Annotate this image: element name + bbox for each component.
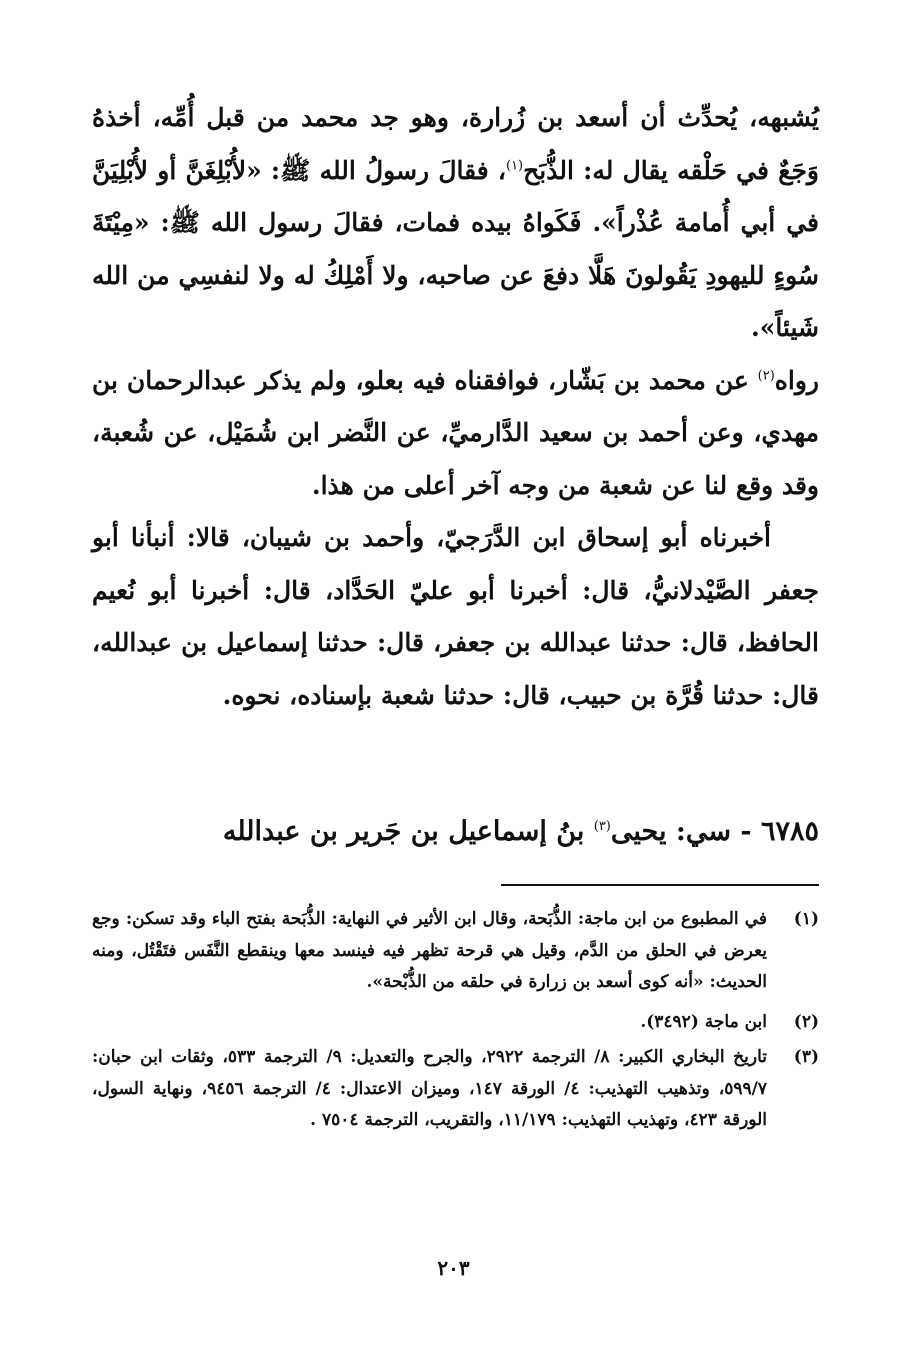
footnote-ref-2[interactable]: (٢) — [757, 368, 775, 384]
paragraph-hadith — [92, 92, 819, 355]
paragraph-hadith-text: يُشبهه، يُحدِّث أن أسعد بن زُرارة، وهو جد محمد من قبل أُمِّه، أخذهُ وَجَعٌ في حَلْقه يقال له: الذُّبَح — [92, 103, 819, 185]
paragraph-narration-rest: عن محمد بن بَشّار، فوافقناه فيه بعلو، ولم يذكر عبدالرحمان بن مهدي، وعن أحمد بن سعيد الدَّارميِّ، عن النَّضر ابن شُمَيْل، عن شُعبة، وقد وقع لنا عن شعبة من وجه آخر أعلى من هذا. — [92, 365, 819, 500]
paragraph-hadith-text-rest: ، فقالَ رسولُ الله ﷺ: «لأُبْلِغَنَّ أو لأُبْلِيَنَّ في أبي أُمامة عُذْراً». فَكَواهُ بيده فمات، فقالَ رسول الله ﷺ: «مِيْتَةَ سُوءٍ لليهودِ يَقُولونَ هَلَّا دفعَ عن صاحبه، ولا أَمْلِكُ له ولا لنفسِي من الله شَيئاً». — [92, 155, 819, 342]
footnote-text: في المطبوع من ابن ماجة: الذُّبَحة، وقال ابن الأثير في النهاية: الذُّبَحة بفتح الباء وقد تسكن: وجع يعرض في الحلق من الدَّم، وقيل هي قرحة تظهر فيه فينسد معها وينقطع النَّفَس فتَقْتُل، ومنه الحديث: «أنه كوى أسعد بن زرارة في حلقه من الذُّبْحة». — [92, 909, 767, 992]
footnote-number: (٣) — [793, 1047, 819, 1067]
footnote-ref-1[interactable]: (١) — [505, 158, 524, 174]
entry-heading — [92, 806, 819, 858]
paragraph-narration-start: رواه — [774, 365, 819, 395]
footnote-text: تاريخ البخاري الكبير: ٨/ الترجمة ٢٩٢٢، والجرح والتعديل: ٩/ الترجمة ٥٣٣، وثقات ابن حبان: ٥٩٩/٧، وتذهيب التهذيب: ٤/ الورقة ١٤٧، وميزان الاعتدال: ٤/ الترجمة ٩٤٥٦، ونهاية السول، الورقة ٤٢٣، وتهذيب التهذيب: ١١/١٧٩، والتقريب، الترجمة ٧٥٠٤ . — [92, 1047, 767, 1130]
footnote-number: (٢) — [793, 1011, 819, 1032]
paragraph-isnad: أخبرناه أبو إسحاق ابن الدَّرَجيّ، وأحمد بن شيبان، قالا: أنبأنا أبو جعفر الصَّيْدلانيُّ، قال: أخبرنا أبو عليّ الحَدَّاد، قال: أخبرنا أبو نُعيم الحافظ، قال: حدثنا عبدالله بن جعفر، قال: حدثنا إسماعيل بن عبدالله، قال: حدثنا قُرَّة بن حبيب، قال: حدثنا شعبة بإسناده، نحوه. — [92, 523, 819, 710]
page-number: ٢٠٣ — [437, 1256, 470, 1280]
footnote-1 — [92, 904, 819, 999]
footnotes-section — [92, 904, 819, 1137]
footnote-number: (١) — [793, 909, 819, 929]
paragraph-narration — [92, 355, 819, 513]
footnote-2 — [92, 1007, 819, 1039]
entry-number-name: ٦٧٨٥ - سي: يحيى — [610, 816, 819, 847]
entry-lineage: بنُ إسماعيل بن جَرير بن عبدالله — [222, 816, 594, 847]
footnote-text: ابن ماجة (٣٤٩٢). — [640, 1011, 767, 1032]
main-text-body — [92, 92, 819, 722]
footnote-separator — [501, 884, 819, 886]
footnote-3 — [92, 1042, 819, 1137]
footnote-ref-3[interactable]: (٣) — [593, 819, 611, 834]
